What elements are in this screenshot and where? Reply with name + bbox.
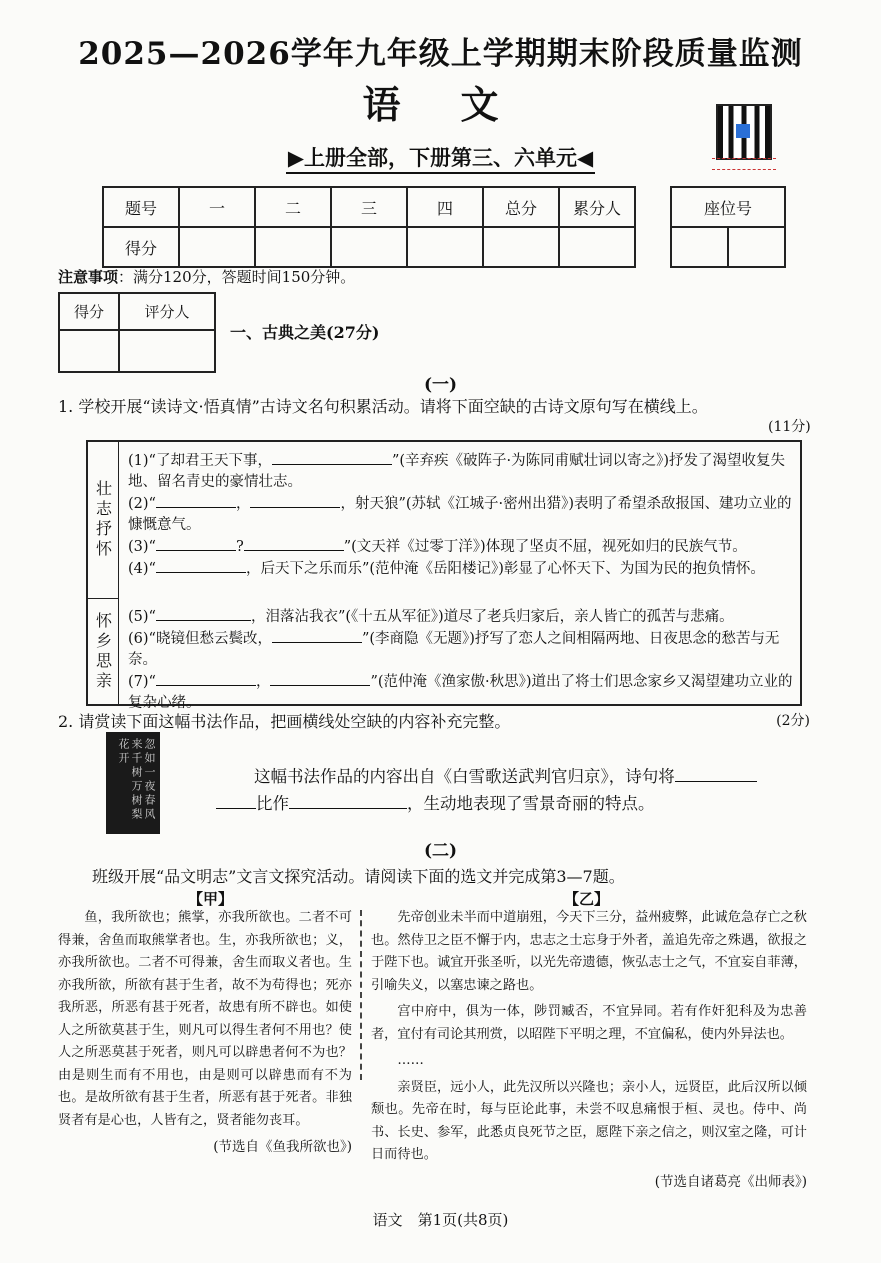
score-label: 得分 [103, 227, 179, 267]
item-7-pre: (7)“ [128, 674, 156, 690]
answer-blank[interactable] [289, 794, 407, 809]
answer-blank[interactable] [272, 450, 392, 465]
passage-a [58, 907, 352, 1159]
ambition-lines [128, 450, 793, 580]
passage-b-paragraph: 宫中府中，俱为一体，陟罚臧否，不宜异同。若有作奸犯科及为忠善者，宜付有司论其刑赏，以昭陛下平明之理，不宜偏私，使内外异法也。 [371, 1004, 807, 1042]
item-1 [128, 450, 793, 493]
item-2-pre: (2)“ [128, 496, 156, 512]
item-5-pre: (5)“ [128, 609, 156, 625]
answer-blank[interactable] [156, 493, 236, 508]
grader-table [58, 292, 216, 373]
item-5-post: ，泪落沾我衣”(《十五从军征》)道尽了老兵归家后，亲人皆亡的孤苦与悲痛。 [250, 609, 734, 625]
score-table-score-row [103, 227, 635, 267]
seat-cell[interactable] [671, 227, 728, 267]
item-6-pre: (6)“晓镜但愁云鬓改， [128, 631, 272, 647]
score-cell[interactable] [559, 227, 635, 267]
item-1-post: ”(辛弃疾《破阵子·为陈同甫赋壮词以寄之》)抒发了渴望收复失地、留名青史的豪情壮志。 [128, 453, 786, 490]
answer-blank[interactable] [156, 536, 236, 551]
passage-b [371, 907, 807, 1193]
col-total: 总分 [483, 187, 559, 227]
section1-title: 一、古典之美(27分) [230, 323, 380, 342]
item-4 [128, 558, 793, 580]
item-1-pre: (1)“了却君王天下事， [128, 453, 272, 469]
seat-label: 座位号 [671, 187, 785, 227]
item-7-post: ”(范仲淹《渔家傲·秋思》)道出了将士们思念家乡又渴望建功立业的复杂心绪。 [128, 674, 793, 711]
calligraphy-line2a: 比作 [256, 794, 289, 813]
calligraphy-line1: 这幅书法作品的内容出自《白雪歌送武判官归京》，诗句将 [254, 767, 675, 786]
category-homesick: 怀乡思亲 [88, 598, 119, 705]
passage-b-title: 【乙】 [564, 890, 610, 908]
seat-table [670, 186, 786, 268]
subject-title: 语文 [362, 82, 559, 127]
item-3 [128, 536, 793, 558]
col-3: 三 [331, 187, 407, 227]
item-2-mid: ， [235, 496, 251, 512]
answer-blank[interactable] [675, 767, 757, 782]
column-divider [360, 910, 362, 1080]
question-2-points: (2分) [776, 713, 810, 729]
grader-score-cell[interactable] [59, 330, 119, 372]
grader-name-label: 评分人 [119, 293, 215, 330]
item-7-mid: ， [255, 674, 271, 690]
seat-cell[interactable] [728, 227, 785, 267]
answer-blank[interactable] [156, 671, 256, 686]
item-7 [128, 671, 793, 714]
passage-b-source: (节选自诸葛亮《出师表》) [654, 1173, 807, 1190]
row-label: 题号 [103, 187, 179, 227]
item-5 [128, 606, 793, 628]
poem-box [86, 440, 802, 711]
grader-name-cell[interactable] [119, 330, 215, 372]
question-2-text: 2. 请赏读下面这幅书法作品，把画横线处空缺的内容补充完整。 [58, 712, 511, 731]
answer-blank[interactable] [250, 493, 340, 508]
grader-score-label: 得分 [59, 293, 119, 330]
exam-scope-text: ▶上册全部，下册第三、六单元◀ [286, 145, 595, 174]
answer-blank[interactable] [270, 671, 370, 686]
passage-b-paragraph: 先帝创业未半而中道崩殂，今天下三分，益州疲弊，此诚危急存亡之秋也。然侍卫之臣不懈于内，忠志之士忘身于外者，盖追先帝之殊遇，欲报之于陛下也。诚宜开张圣听，以光先帝遗德，恢弘志士之气，不宜妄自菲薄，引喻失义，以塞忠谏之路也。 [371, 910, 807, 993]
passage-b-ellipsis: …… [397, 1053, 424, 1068]
col-1: 一 [179, 187, 255, 227]
score-cell[interactable] [407, 227, 483, 267]
exam-scope [0, 142, 881, 172]
answer-blank[interactable] [216, 794, 256, 809]
part2-label: (二) [423, 841, 458, 861]
passage-a-title: 【甲】 [188, 890, 234, 908]
answer-blank[interactable] [156, 606, 251, 621]
item-6-post: ”(李商隐《无题》)抒写了恋人之间相隔两地、日夜思念的愁苦与无奈。 [128, 631, 780, 668]
passage-b-paragraph: 亲贤臣，远小人，此先汉所以兴隆也；亲小人，远贤臣，此后汉所以倾颓也。先帝在时，每与臣论此事，未尝不叹息痛恨于桓、灵也。侍中、尚书、长史、参军，此悉贞良死节之臣，愿陛下亲之信之，则汉室之隆，可计日而待也。 [371, 1079, 807, 1162]
notice-label: 注意事项 [58, 268, 119, 286]
item-3-mid: ? [235, 539, 244, 555]
score-cell[interactable] [483, 227, 559, 267]
question-1 [58, 394, 818, 417]
score-cell[interactable] [331, 227, 407, 267]
item-6 [128, 628, 793, 671]
notice [58, 266, 355, 287]
item-4-pre: (4)“ [128, 561, 156, 577]
score-table [102, 186, 636, 268]
page-footer: 语文 第1页(共8页) [372, 1211, 509, 1229]
passage-a-source: (节选自《鱼我所欲也》) [213, 1139, 352, 1155]
item-3-post: ”(文天祥《过零丁洋》)体现了坚贞不屈，视死如归的民族气节。 [343, 539, 747, 555]
exam-title: 2025—2026学年九年级上学期期末阶段质量监测 [78, 36, 803, 72]
score-cell[interactable] [179, 227, 255, 267]
passage-a-text: 鱼，我所欲也；熊掌，亦我所欲也。二者不可得兼，舍鱼而取熊掌者也。生，亦我所欲也；义，亦我所欲也。二者不可得兼，舍生而取义者也。生亦我所欲，所欲有甚于生者，故不为苟得也；死亦我所恶，所恶有甚于死者，故患有所不辟也。如使人之所欲莫甚于生，则凡可以得生者何不用也？使人之所恶莫甚于死者，则凡可以辟患者何不为也？由是则生而有不用也，由是则可以辟患而有不为也。是故所欲有甚于生者，所恶有甚于死者。非独贤者有是心也，人皆有之，贤者能勿丧耳。 [58, 910, 352, 1128]
item-4-post: ，后天下之乐而乐”(范仲淹《岳阳楼记》)彰显了心怀天下、为国为民的抱负情怀。 [245, 561, 765, 577]
calligraphy-line2b: ，生动地表现了雪景奇丽的特点。 [407, 794, 655, 813]
calligraphy-question [254, 763, 814, 817]
score-table-header-row [103, 187, 635, 227]
question-1-points: (11分) [768, 419, 811, 435]
answer-blank[interactable] [156, 558, 246, 573]
col-scorer: 累分人 [559, 187, 635, 227]
col-2: 二 [255, 187, 331, 227]
calligraphy-image: 忽如一夜春风来千树万树梨花开 [106, 732, 160, 834]
section2-intro: 班级开展“品文明志”文言文探究活动。请阅读下面的选文并完成第3—7题。 [92, 867, 625, 886]
item-3-pre: (3)“ [128, 539, 156, 555]
homesick-lines [128, 606, 793, 714]
notice-text: ：满分120分，答题时间150分钟。 [118, 268, 356, 286]
question-2 [58, 709, 810, 732]
item-2 [128, 493, 793, 536]
answer-blank[interactable] [244, 536, 344, 551]
category-ambition: 壮志抒怀 [88, 442, 119, 598]
score-cell[interactable] [255, 227, 331, 267]
answer-blank[interactable] [272, 628, 362, 643]
item-2-post: ，射天狼”(苏轼《江城子·密州出猎》)表明了希望杀敌报国、建功立业的慷慨意气。 [128, 496, 792, 533]
col-4: 四 [407, 187, 483, 227]
question-1-text: 1. 学校开展“读诗文·悟真情”古诗文名句积累活动。请将下面空缺的古诗文原句写在横线上。 [58, 397, 708, 416]
part1-label: (一) [423, 375, 458, 395]
